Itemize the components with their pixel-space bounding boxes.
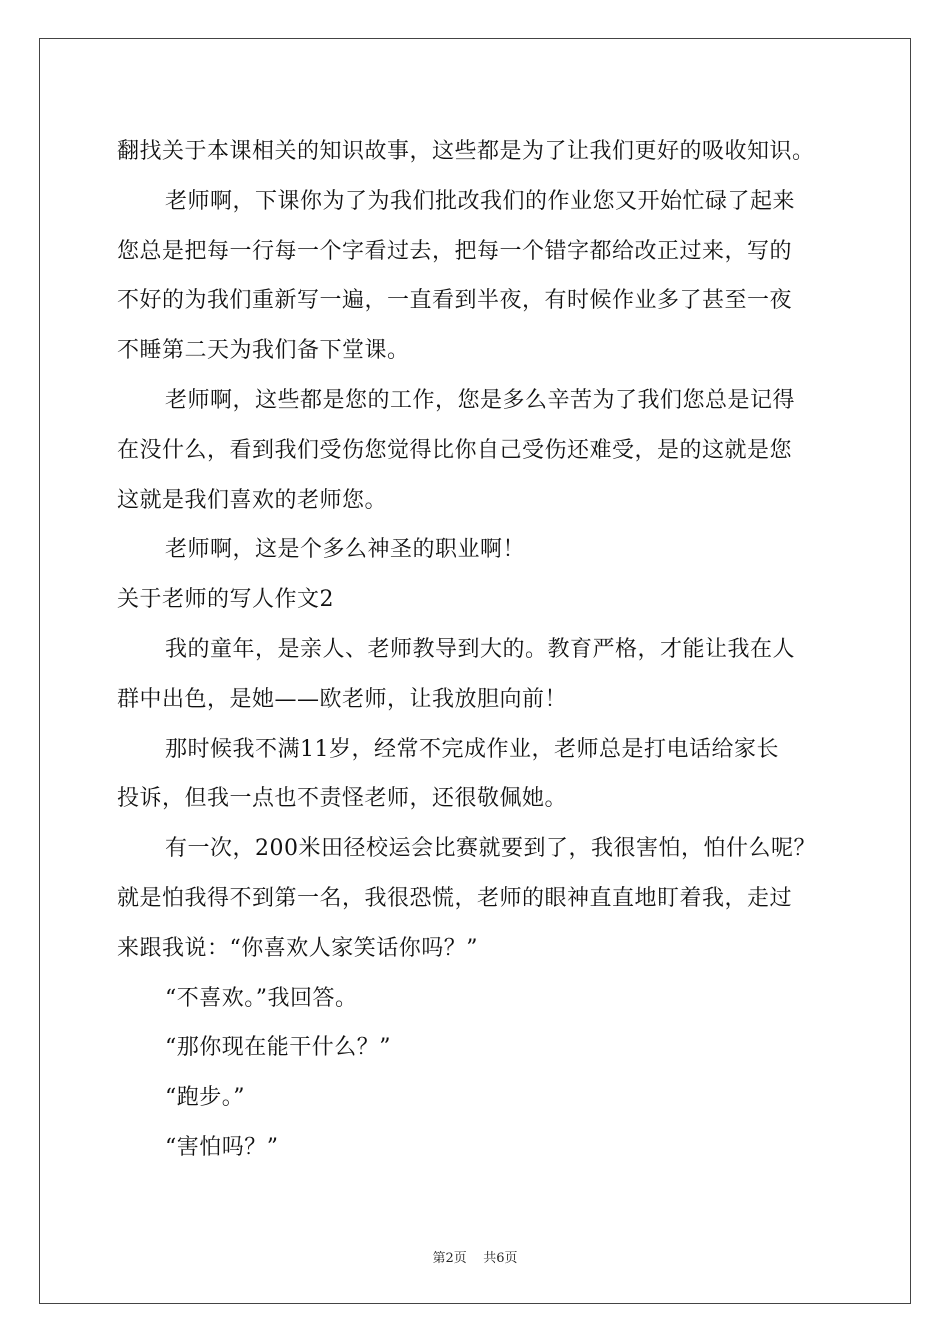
text-line: 老师啊，这是个多么神圣的职业啊！ [165,537,526,563]
text-line: 老师啊，下课你为了为我们批改我们的作业您又开始忙碌了起来 [165,188,796,214]
text-line: 在没什么，看到我们受伤您觉得比你自己受伤还难受，是的这就是您 [117,437,793,463]
text-line: 翻找关于本课相关的知识故事，这些都是为了让我们更好的吸收知识。 [117,139,815,164]
text-line: 老师啊，这些都是您的工作，您是多么辛苦为了我们您总是记得 [165,387,796,413]
text-line: “害怕吗？” [165,1134,279,1160]
text-line: 群中出色，是她——欧老师，让我放胆向前！ [117,686,568,712]
text-line: 我的童年，是亲人、老师教导到大的。教育严格，才能让我在人 [165,636,796,662]
document-body [117,127,837,1173]
text-line: 投诉，但我一点也不责怪老师，还很敬佩她。 [117,786,568,812]
text-line: 您总是把每一行每一个字看过去，把每一个错字都给改正过来，写的 [117,238,793,264]
text-line: “那你现在能干什么？” [165,1035,391,1061]
text-line: “不喜欢。”我回答。 [165,985,358,1011]
page-number-footer: 第2页 共6页 [432,1251,518,1266]
text-line: 有一次，200米田径校运会比赛就要到了，我很害怕，怕什么呢？ [165,836,816,862]
text-line: 就是怕我得不到第一名，我很恐慌，老师的眼神直直地盯着我，走过 [117,885,793,911]
text-line: 不好的为我们重新写一遍，一直看到半夜，有时候作业多了甚至一夜 [117,288,793,314]
text-line: 那时候我不满11岁，经常不完成作业，老师总是打电话给家长 [165,736,779,762]
text-line: 来跟我说：“你喜欢人家笑话你吗？” [117,935,478,961]
text-line: “跑步。” [165,1085,245,1111]
section-heading: 关于老师的写人作文2 [117,587,334,613]
text-line: 这就是我们喜欢的老师您。 [117,487,388,513]
text-line: 不睡第二天为我们备下堂课。 [117,338,410,364]
